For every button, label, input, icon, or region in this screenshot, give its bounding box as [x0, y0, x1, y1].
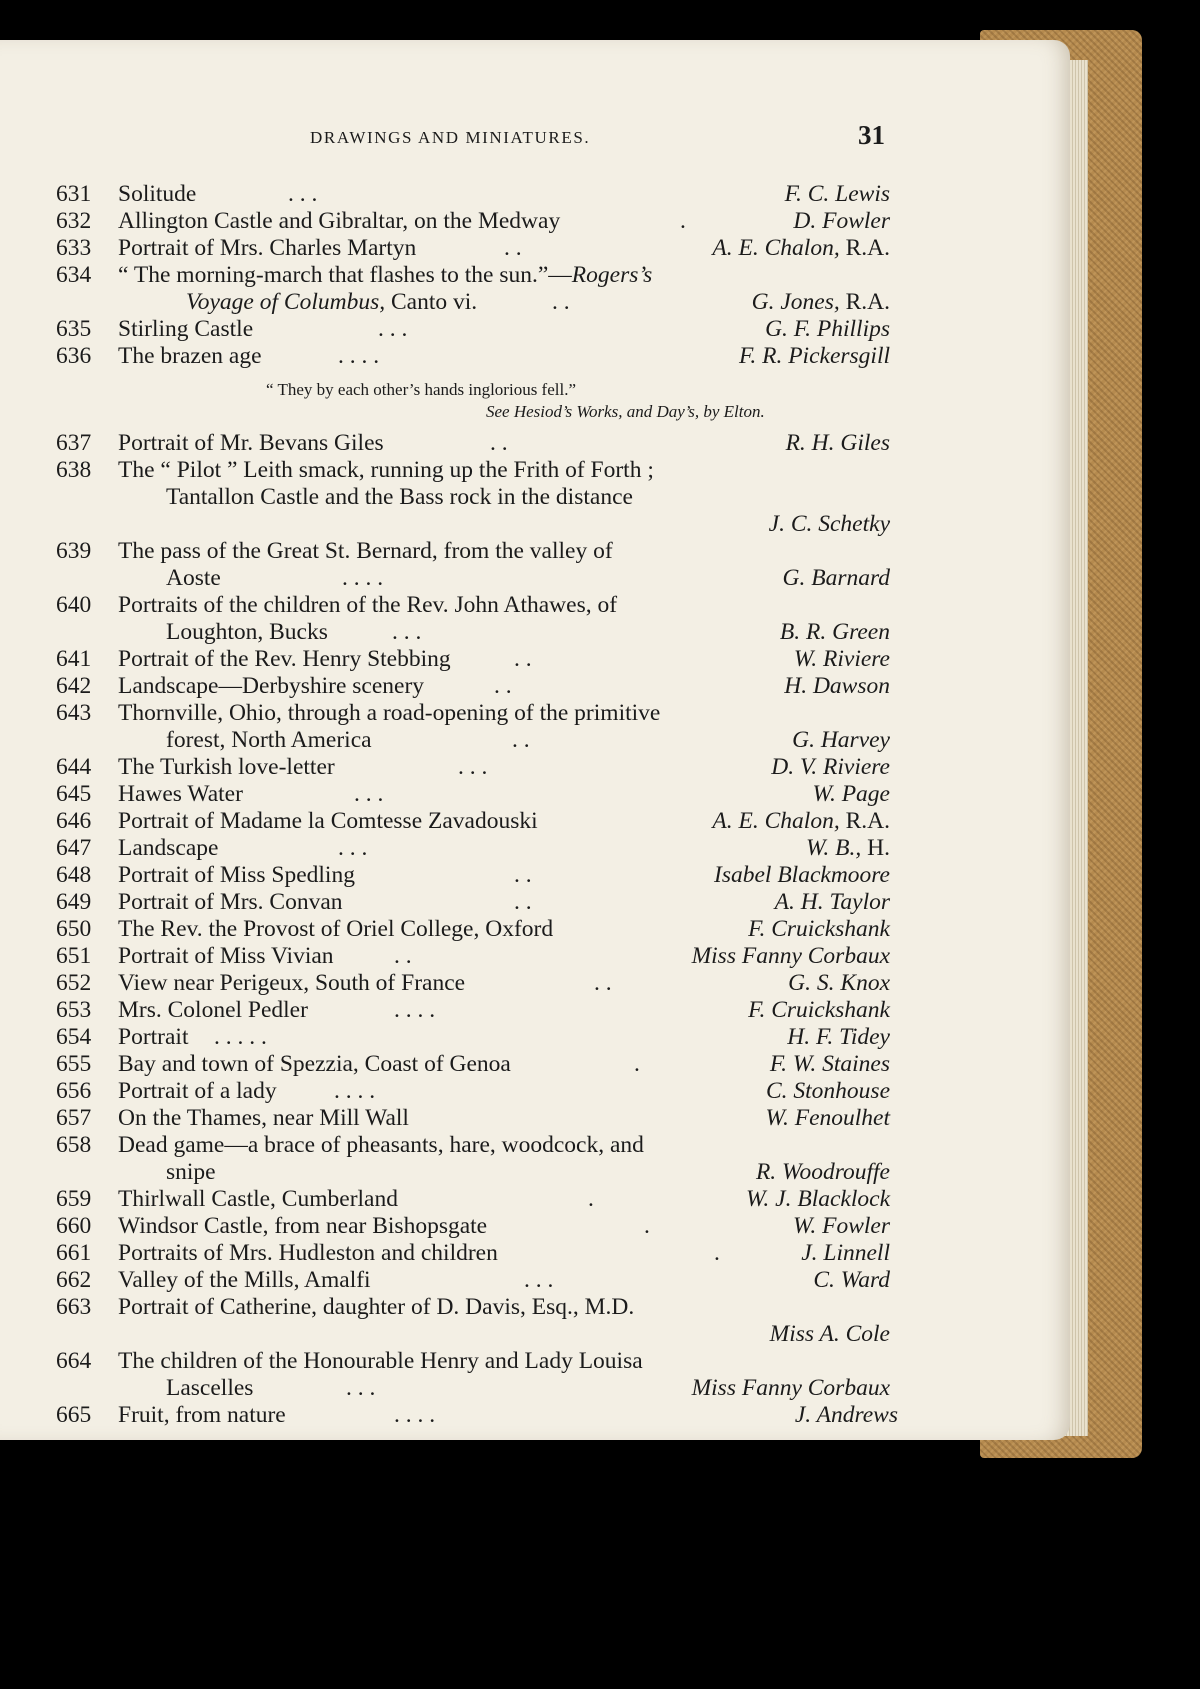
entry-artist: F. Cruickshank [748, 916, 890, 942]
entry-artist: D. V. Riviere [771, 754, 890, 780]
entry-title: Stirling Castle . . . [118, 316, 408, 342]
entry-number: 654 [56, 1024, 92, 1050]
entry-number: 655 [56, 1051, 92, 1077]
catalogue-entry-continuation [0, 618, 900, 646]
entry-number: 651 [56, 943, 92, 969]
entry-title: Bay and town of Spezzia, Coast of Genoa . [118, 1051, 640, 1077]
catalogue-entry-continuation [0, 288, 900, 316]
entry-artist: G. F. Phillips [765, 316, 890, 342]
catalogue-entry [0, 1239, 900, 1267]
entry-number: 646 [56, 808, 92, 834]
entry-number: 664 [56, 1348, 92, 1374]
entry-number: 645 [56, 781, 92, 807]
catalogue-entry [0, 1185, 900, 1213]
entry-number: 652 [56, 970, 92, 996]
catalogue-entry [0, 1266, 900, 1294]
catalogue-entry [0, 915, 900, 943]
entry-number: 661 [56, 1240, 92, 1266]
entry-artist: G. Jones, R.A. [751, 289, 890, 315]
entry-artist: A. H. Taylor [774, 889, 890, 915]
entry-artist: Miss Fanny Corbaux [691, 1375, 890, 1401]
catalogue-entry [0, 861, 900, 889]
entry-title: Portrait . . . . . [118, 1024, 267, 1050]
entry-title: Solitude . . . [118, 181, 318, 207]
entry-artist: A. E. Chalon, R.A. [712, 235, 890, 261]
entry-title: Thirlwall Castle, Cumberland . [118, 1186, 594, 1212]
entry-title-continuation: Lascelles . . . [166, 1375, 376, 1401]
entry-number: 663 [56, 1294, 92, 1320]
entry-title: Valley of the Mills, Amalfi . . . [118, 1267, 554, 1293]
entry-number: 665 [56, 1402, 92, 1428]
entry-title: Portraits of Mrs. Hudleston and children . [118, 1240, 720, 1266]
entry-number: 658 [56, 1132, 92, 1158]
catalogue-entry [0, 342, 900, 370]
entry-artist: H. F. Tidey [787, 1024, 890, 1050]
catalogue-entry [0, 1077, 900, 1105]
entry-artist: W. J. Blacklock [746, 1186, 890, 1212]
catalogue-entry [0, 969, 900, 997]
entry-number: 660 [56, 1213, 92, 1239]
entry-title: Portrait of Mr. Bevans Giles . . [118, 430, 508, 456]
entry-number: 640 [56, 592, 92, 618]
entry-artist: Miss Fanny Corbaux [691, 943, 890, 969]
entry-artist: A. E. Chalon, R.A. [712, 808, 890, 834]
entry-number: 657 [56, 1105, 92, 1131]
catalogue-entry [0, 234, 900, 262]
entry-number: 631 [56, 181, 92, 207]
entry-title: The pass of the Great St. Bernard, from the valley of [118, 538, 613, 564]
catalogue-entry [0, 1347, 900, 1375]
entry-number: 659 [56, 1186, 92, 1212]
entry-artist: F. W. Staines [769, 1051, 890, 1077]
entry-title: The brazen age . . . . [118, 343, 380, 369]
catalogue-entry [0, 1023, 900, 1051]
catalogue-entry [0, 942, 900, 970]
entry-title: Landscape—Derbyshire scenery . . [118, 673, 512, 699]
catalogue-entry [0, 780, 900, 808]
entry-title: Mrs. Colonel Pedler . . . . [118, 997, 436, 1023]
entry-artist: F. R. Pickersgill [739, 343, 890, 369]
entry-artist: G. Harvey [792, 727, 890, 753]
entry-number: 641 [56, 646, 92, 672]
entry-number: 644 [56, 754, 92, 780]
entry-title-continuation: Aoste . . . . [166, 565, 384, 591]
entry-title: On the Thames, near Mill Wall [118, 1105, 409, 1131]
entry-number: 636 [56, 343, 92, 369]
catalogue-entry-artist-line [0, 510, 900, 538]
entry-title: Portrait of the Rev. Henry Stebbing . . [118, 646, 532, 672]
entry-title-continuation: Tantallon Castle and the Bass rock in the distance [166, 484, 633, 510]
entry-title-continuation: Voyage of Columbus, Canto vi. . . [186, 289, 570, 315]
entry-number: 639 [56, 538, 92, 564]
catalogue-entry-continuation [0, 1374, 900, 1402]
catalogue-entry [0, 591, 900, 619]
entry-number: 643 [56, 700, 92, 726]
entry-number: 635 [56, 316, 92, 342]
entry-title: The Turkish love-letter . . . [118, 754, 488, 780]
entry-artist: H. Dawson [784, 673, 890, 699]
entry-title: View near Perigeux, South of France . . [118, 970, 612, 996]
catalogue-entry [0, 315, 900, 343]
entry-title: Fruit, from nature . . . . [118, 1402, 436, 1428]
entry-title-continuation: snipe [166, 1159, 216, 1185]
entry-title: “ The morning-march that flashes to the sun.”—Rogers’s [118, 262, 653, 288]
catalogue-entry [0, 537, 900, 565]
entry-artist: R. H. Giles [785, 430, 890, 456]
entry-title: The children of the Honourable Henry and Lady Louisa [118, 1348, 643, 1374]
entry-title: Portrait of a lady . . . . [118, 1078, 376, 1104]
entry-artist: W. Fenoulhet [765, 1105, 890, 1131]
entry-artist: W. Fowler [792, 1213, 890, 1239]
entry-title: The “ Pilot ” Leith smack, running up the Frith of Forth ; [118, 457, 654, 483]
entry-artist: B. R. Green [779, 619, 890, 645]
entry-title: Thornville, Ohio, through a road-opening of the primitive [118, 700, 661, 726]
entry-artist: J. Andrews [794, 1402, 898, 1428]
catalogue-entry [0, 699, 900, 727]
entry-title: Hawes Water . . . [118, 781, 384, 807]
catalogue-entry [0, 996, 900, 1024]
catalogue-entry [0, 180, 900, 208]
entry-artist: W. Page [812, 781, 890, 807]
entry-artist: J. C. Schetky [768, 511, 890, 537]
entry-artist: Miss A. Cole [769, 1321, 890, 1347]
catalogue-entry [0, 1104, 900, 1132]
entry-artist: G. Barnard [782, 565, 890, 591]
entry-title: Portrait of Mrs. Convan . . [118, 889, 532, 915]
catalogue-page [0, 40, 1070, 1440]
catalogue-entry [0, 645, 900, 673]
entry-number: 634 [56, 262, 92, 288]
catalogue-entry [0, 834, 900, 862]
catalogue-entry-continuation [0, 564, 900, 592]
catalogue-entry [0, 888, 900, 916]
entry-title: Windsor Castle, from near Bishopsgate . [118, 1213, 650, 1239]
entry-quotation-source: See Hesiod’s Works, and Day’s, by Elton. [486, 402, 765, 421]
entry-number: 642 [56, 673, 92, 699]
entry-title: Dead game—a brace of pheasants, hare, woodcock, and [118, 1132, 644, 1158]
entry-number: 649 [56, 889, 92, 915]
entry-number: 638 [56, 457, 92, 483]
entry-number: 637 [56, 430, 92, 456]
entry-title: Portrait of Madame la Comtesse Zavadouski [118, 808, 538, 834]
catalogue-entry-continuation [0, 726, 900, 754]
entry-artist: D. Fowler [793, 208, 890, 234]
entry-artist: J. Linnell [801, 1240, 890, 1266]
entry-title: Portrait of Catherine, daughter of D. Davis, Esq., M.D. [118, 1294, 635, 1320]
catalogue-entry [0, 456, 900, 484]
running-head: DRAWINGS AND MINIATURES. [310, 128, 591, 147]
catalogue-entry [0, 1293, 900, 1321]
catalogue-entry [0, 1401, 900, 1429]
entry-artist: F. C. Lewis [784, 181, 890, 207]
entry-title: Portrait of Miss Spedling . . [118, 862, 532, 888]
entry-title-continuation: Loughton, Bucks . . . [166, 619, 422, 645]
catalogue-entry [0, 1131, 900, 1159]
entry-title: The Rev. the Provost of Oriel College, Oxford [118, 916, 554, 942]
catalogue-entry [0, 1212, 900, 1240]
catalogue-entry [0, 207, 900, 235]
entry-title-continuation: forest, North America . . [166, 727, 530, 753]
catalogue-entry [0, 429, 900, 457]
catalogue-entry-artist-line [0, 1320, 900, 1348]
entry-number: 653 [56, 997, 92, 1023]
entry-artist: Isabel Blackmoore [714, 862, 890, 888]
entry-artist: W. Riviere [793, 646, 890, 672]
entry-artist: G. S. Knox [788, 970, 890, 996]
entry-artist: C. Ward [813, 1267, 890, 1293]
entry-number: 656 [56, 1078, 92, 1104]
page-number: 31 [858, 120, 885, 150]
catalogue-entry-continuation [0, 1158, 900, 1186]
entry-artist: C. Stonhouse [765, 1078, 890, 1104]
entry-quotation: “ They by each other’s hands inglorious fell.” [266, 380, 577, 399]
entry-number: 647 [56, 835, 92, 861]
entry-number: 648 [56, 862, 92, 888]
entry-title: Portraits of the children of the Rev. John Athawes, of [118, 592, 618, 618]
catalogue-entry [0, 261, 900, 289]
catalogue-entry [0, 672, 900, 700]
entry-number: 662 [56, 1267, 92, 1293]
entry-artist: F. Cruickshank [748, 997, 890, 1023]
entry-title: Portrait of Mrs. Charles Martyn . . [118, 235, 522, 261]
entry-artist: R. Woodrouffe [755, 1159, 890, 1185]
catalogue-entry [0, 1050, 900, 1078]
entry-number: 632 [56, 208, 92, 234]
entry-title: Landscape . . . [118, 835, 368, 861]
entry-title: Portrait of Miss Vivian . . [118, 943, 412, 969]
entry-title: Allington Castle and Gibraltar, on the Medway . [118, 208, 686, 234]
entry-number: 650 [56, 916, 92, 942]
catalogue-entry [0, 807, 900, 835]
entry-artist: W. B., H. [805, 835, 890, 861]
entry-number: 633 [56, 235, 92, 261]
catalogue-entry-continuation [0, 483, 900, 511]
catalogue-entry [0, 753, 900, 781]
